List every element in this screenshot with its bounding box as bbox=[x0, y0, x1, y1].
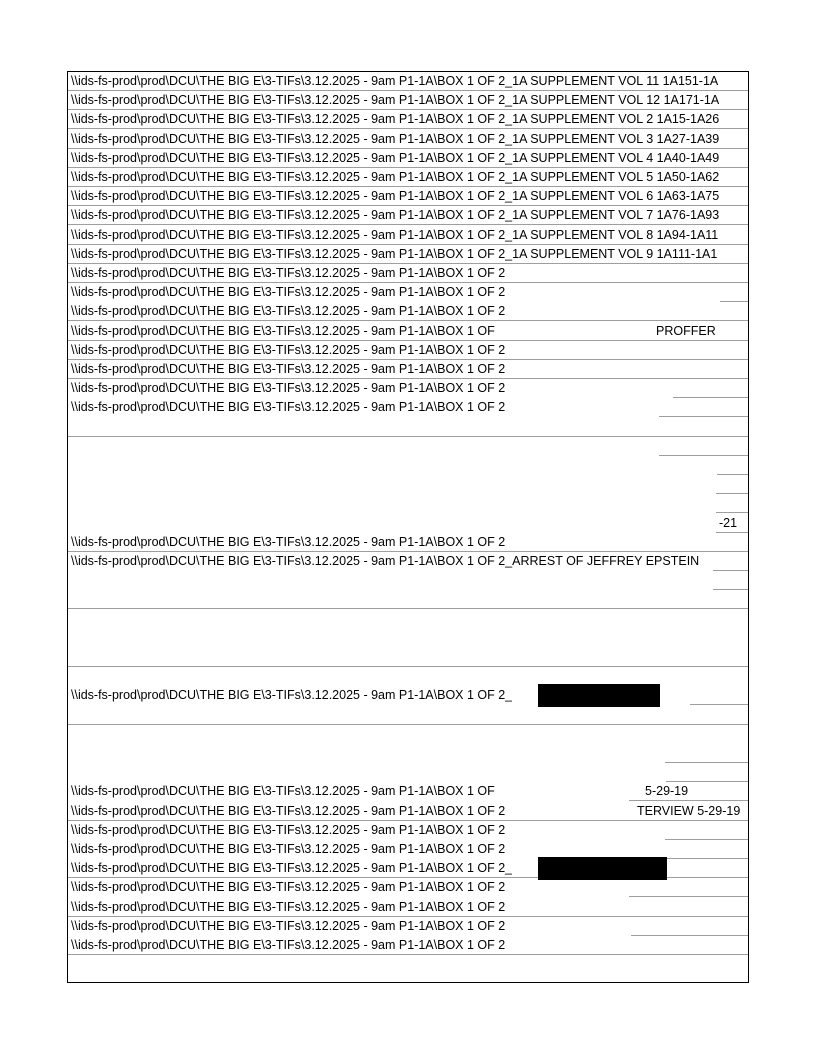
file-path-cell: \\ids-fs-prod\prod\DCU\THE BIG E\3-TIFs\3.12.2025 - 9am P1-1A\BOX 1 OF 2_1A SUPPLEMENT VOL 7 1A76-1A93 bbox=[71, 208, 720, 223]
file-path-cell: \\ids-fs-prod\prod\DCU\THE BIG E\3-TIFs\3.12.2025 - 9am P1-1A\BOX 1 OF 2 bbox=[71, 918, 506, 933]
table-row bbox=[68, 763, 748, 782]
file-path-cell: \\ids-fs-prod\prod\DCU\THE BIG E\3-TIFs\3.12.2025 - 9am P1-1A\BOX 1 OF 2 bbox=[71, 842, 506, 856]
table-row bbox=[68, 360, 748, 379]
file-path-cell: \\ids-fs-prod\prod\DCU\THE BIG E\3-TIFs\3.12.2025 - 9am P1-1A\BOX 1 OF 2_ bbox=[71, 688, 513, 703]
table-row bbox=[68, 648, 748, 667]
table-row bbox=[68, 302, 748, 321]
file-path-cell: \\ids-fs-prod\prod\DCU\THE BIG E\3-TIFs\3.12.2025 - 9am P1-1A\BOX 1 OF 2 bbox=[71, 803, 506, 818]
file-path-cell: \\ids-fs-prod\prod\DCU\THE BIG E\3-TIFs\3.12.2025 - 9am P1-1A\BOX 1 OF 2 bbox=[71, 381, 506, 396]
file-path-cell: \\ids-fs-prod\prod\DCU\THE BIG E\3-TIFs\3.12.2025 - 9am P1-1A\BOX 1 OF 2_1A SUPPLEMENT VOL 12 1A171-1A bbox=[71, 93, 720, 108]
table-row bbox=[68, 110, 748, 129]
table-row bbox=[68, 878, 748, 897]
table-row bbox=[68, 437, 748, 456]
table-row bbox=[68, 456, 748, 475]
table-row bbox=[68, 245, 748, 264]
file-path-cell: \\ids-fs-prod\prod\DCU\THE BIG E\3-TIFs\3.12.2025 - 9am P1-1A\BOX 1 OF 2_1A SUPPLEMENT VOL 9 1A111-1A1 bbox=[71, 246, 718, 261]
table-row bbox=[68, 322, 748, 341]
file-path-cell: \\ids-fs-prod\prod\DCU\THE BIG E\3-TIFs\3.12.2025 - 9am P1-1A\BOX 1 OF bbox=[71, 323, 495, 338]
table-row bbox=[68, 706, 748, 725]
table-row bbox=[68, 533, 748, 552]
table-row bbox=[68, 802, 748, 821]
table-row bbox=[68, 379, 748, 398]
table-row bbox=[68, 667, 748, 686]
file-path-cell: \\ids-fs-prod\prod\DCU\THE BIG E\3-TIFs\3.12.2025 - 9am P1-1A\BOX 1 OF 2_1A SUPPLEMENT VOL 5 1A50-1A62 bbox=[71, 170, 720, 184]
table-row bbox=[68, 283, 748, 302]
file-path-cell: \\ids-fs-prod\prod\DCU\THE BIG E\3-TIFs\3.12.2025 - 9am P1-1A\BOX 1 OF 2 bbox=[71, 362, 506, 376]
table-row bbox=[68, 168, 748, 187]
table-row bbox=[68, 590, 748, 609]
table-row bbox=[68, 610, 748, 629]
table-row bbox=[68, 206, 748, 225]
table-row bbox=[68, 898, 748, 917]
file-path-cell: \\ids-fs-prod\prod\DCU\THE BIG E\3-TIFs\3.12.2025 - 9am P1-1A\BOX 1 OF bbox=[71, 784, 495, 799]
table-row bbox=[68, 494, 748, 513]
table-row bbox=[68, 629, 748, 648]
table-row bbox=[68, 398, 748, 417]
table-row bbox=[68, 187, 748, 206]
description-cell: -21 bbox=[719, 515, 738, 530]
file-path-table bbox=[67, 71, 749, 983]
table-row bbox=[68, 341, 748, 360]
file-path-cell: \\ids-fs-prod\prod\DCU\THE BIG E\3-TIFs\3.12.2025 - 9am P1-1A\BOX 1 OF 2_ bbox=[71, 861, 513, 876]
description-cell: PROFFER bbox=[656, 323, 716, 338]
row-divider bbox=[68, 954, 748, 955]
table-row bbox=[68, 91, 748, 110]
table-row bbox=[68, 130, 748, 149]
file-path-cell: \\ids-fs-prod\prod\DCU\THE BIG E\3-TIFs\3.12.2025 - 9am P1-1A\BOX 1 OF 2 bbox=[71, 266, 506, 280]
table-row bbox=[68, 149, 748, 168]
table-row bbox=[68, 725, 748, 744]
table-row bbox=[68, 744, 748, 763]
file-path-cell: \\ids-fs-prod\prod\DCU\THE BIG E\3-TIFs\3.12.2025 - 9am P1-1A\BOX 1 OF 2_1A SUPPLEMENT VOL 3 1A27-1A39 bbox=[71, 131, 720, 146]
table-row bbox=[68, 917, 748, 936]
file-path-cell: \\ids-fs-prod\prod\DCU\THE BIG E\3-TIFs\3.12.2025 - 9am P1-1A\BOX 1 OF 2 bbox=[71, 400, 506, 415]
redaction-block bbox=[538, 857, 667, 880]
file-path-cell: \\ids-fs-prod\prod\DCU\THE BIG E\3-TIFs\3.12.2025 - 9am P1-1A\BOX 1 OF 2 bbox=[71, 899, 506, 914]
table-row bbox=[68, 418, 748, 437]
table-row bbox=[68, 552, 748, 571]
file-path-cell: \\ids-fs-prod\prod\DCU\THE BIG E\3-TIFs\3.12.2025 - 9am P1-1A\BOX 1 OF 2_1A SUPPLEMENT VOL 6 1A63-1A75 bbox=[71, 189, 720, 204]
table-row bbox=[68, 821, 748, 840]
file-path-cell: \\ids-fs-prod\prod\DCU\THE BIG E\3-TIFs\3.12.2025 - 9am P1-1A\BOX 1 OF 2_1A SUPPLEMENT VOL 11 1A151-1A bbox=[71, 74, 719, 88]
redaction-block bbox=[538, 684, 660, 707]
table-row bbox=[68, 571, 748, 590]
description-cell: TERVIEW 5-29-19 bbox=[637, 803, 741, 818]
file-path-cell: \\ids-fs-prod\prod\DCU\THE BIG E\3-TIFs\3.12.2025 - 9am P1-1A\BOX 1 OF 2_1A SUPPLEMENT VOL 2 1A15-1A26 bbox=[71, 112, 720, 127]
file-path-cell: \\ids-fs-prod\prod\DCU\THE BIG E\3-TIFs\3.12.2025 - 9am P1-1A\BOX 1 OF 2 bbox=[71, 938, 506, 952]
file-path-cell: \\ids-fs-prod\prod\DCU\THE BIG E\3-TIFs\3.12.2025 - 9am P1-1A\BOX 1 OF 2_ARREST OF JEFFREY EPSTEIN bbox=[71, 554, 700, 568]
table-row bbox=[68, 475, 748, 494]
table-row bbox=[68, 72, 748, 91]
table-row bbox=[68, 782, 748, 801]
table-row bbox=[68, 514, 748, 533]
file-path-cell: \\ids-fs-prod\prod\DCU\THE BIG E\3-TIFs\3.12.2025 - 9am P1-1A\BOX 1 OF 2 bbox=[71, 304, 506, 319]
table-row bbox=[68, 226, 748, 245]
table-row bbox=[68, 840, 748, 859]
table-row bbox=[68, 264, 748, 283]
file-path-cell: \\ids-fs-prod\prod\DCU\THE BIG E\3-TIFs\3.12.2025 - 9am P1-1A\BOX 1 OF 2 bbox=[71, 822, 506, 837]
file-path-cell: \\ids-fs-prod\prod\DCU\THE BIG E\3-TIFs\3.12.2025 - 9am P1-1A\BOX 1 OF 2_1A SUPPLEMENT VOL 4 1A40-1A49 bbox=[71, 150, 720, 165]
file-path-cell: \\ids-fs-prod\prod\DCU\THE BIG E\3-TIFs\3.12.2025 - 9am P1-1A\BOX 1 OF 2 bbox=[71, 880, 506, 895]
file-path-cell: \\ids-fs-prod\prod\DCU\THE BIG E\3-TIFs\3.12.2025 - 9am P1-1A\BOX 1 OF 2 bbox=[71, 342, 506, 357]
file-path-cell: \\ids-fs-prod\prod\DCU\THE BIG E\3-TIFs\3.12.2025 - 9am P1-1A\BOX 1 OF 2 bbox=[71, 534, 506, 549]
file-path-cell: \\ids-fs-prod\prod\DCU\THE BIG E\3-TIFs\3.12.2025 - 9am P1-1A\BOX 1 OF 2 bbox=[71, 285, 506, 300]
description-cell: 5-29-19 bbox=[645, 784, 689, 799]
table-row bbox=[68, 936, 748, 955]
file-path-cell: \\ids-fs-prod\prod\DCU\THE BIG E\3-TIFs\3.12.2025 - 9am P1-1A\BOX 1 OF 2_1A SUPPLEMENT VOL 8 1A94-1A11 bbox=[71, 227, 719, 242]
